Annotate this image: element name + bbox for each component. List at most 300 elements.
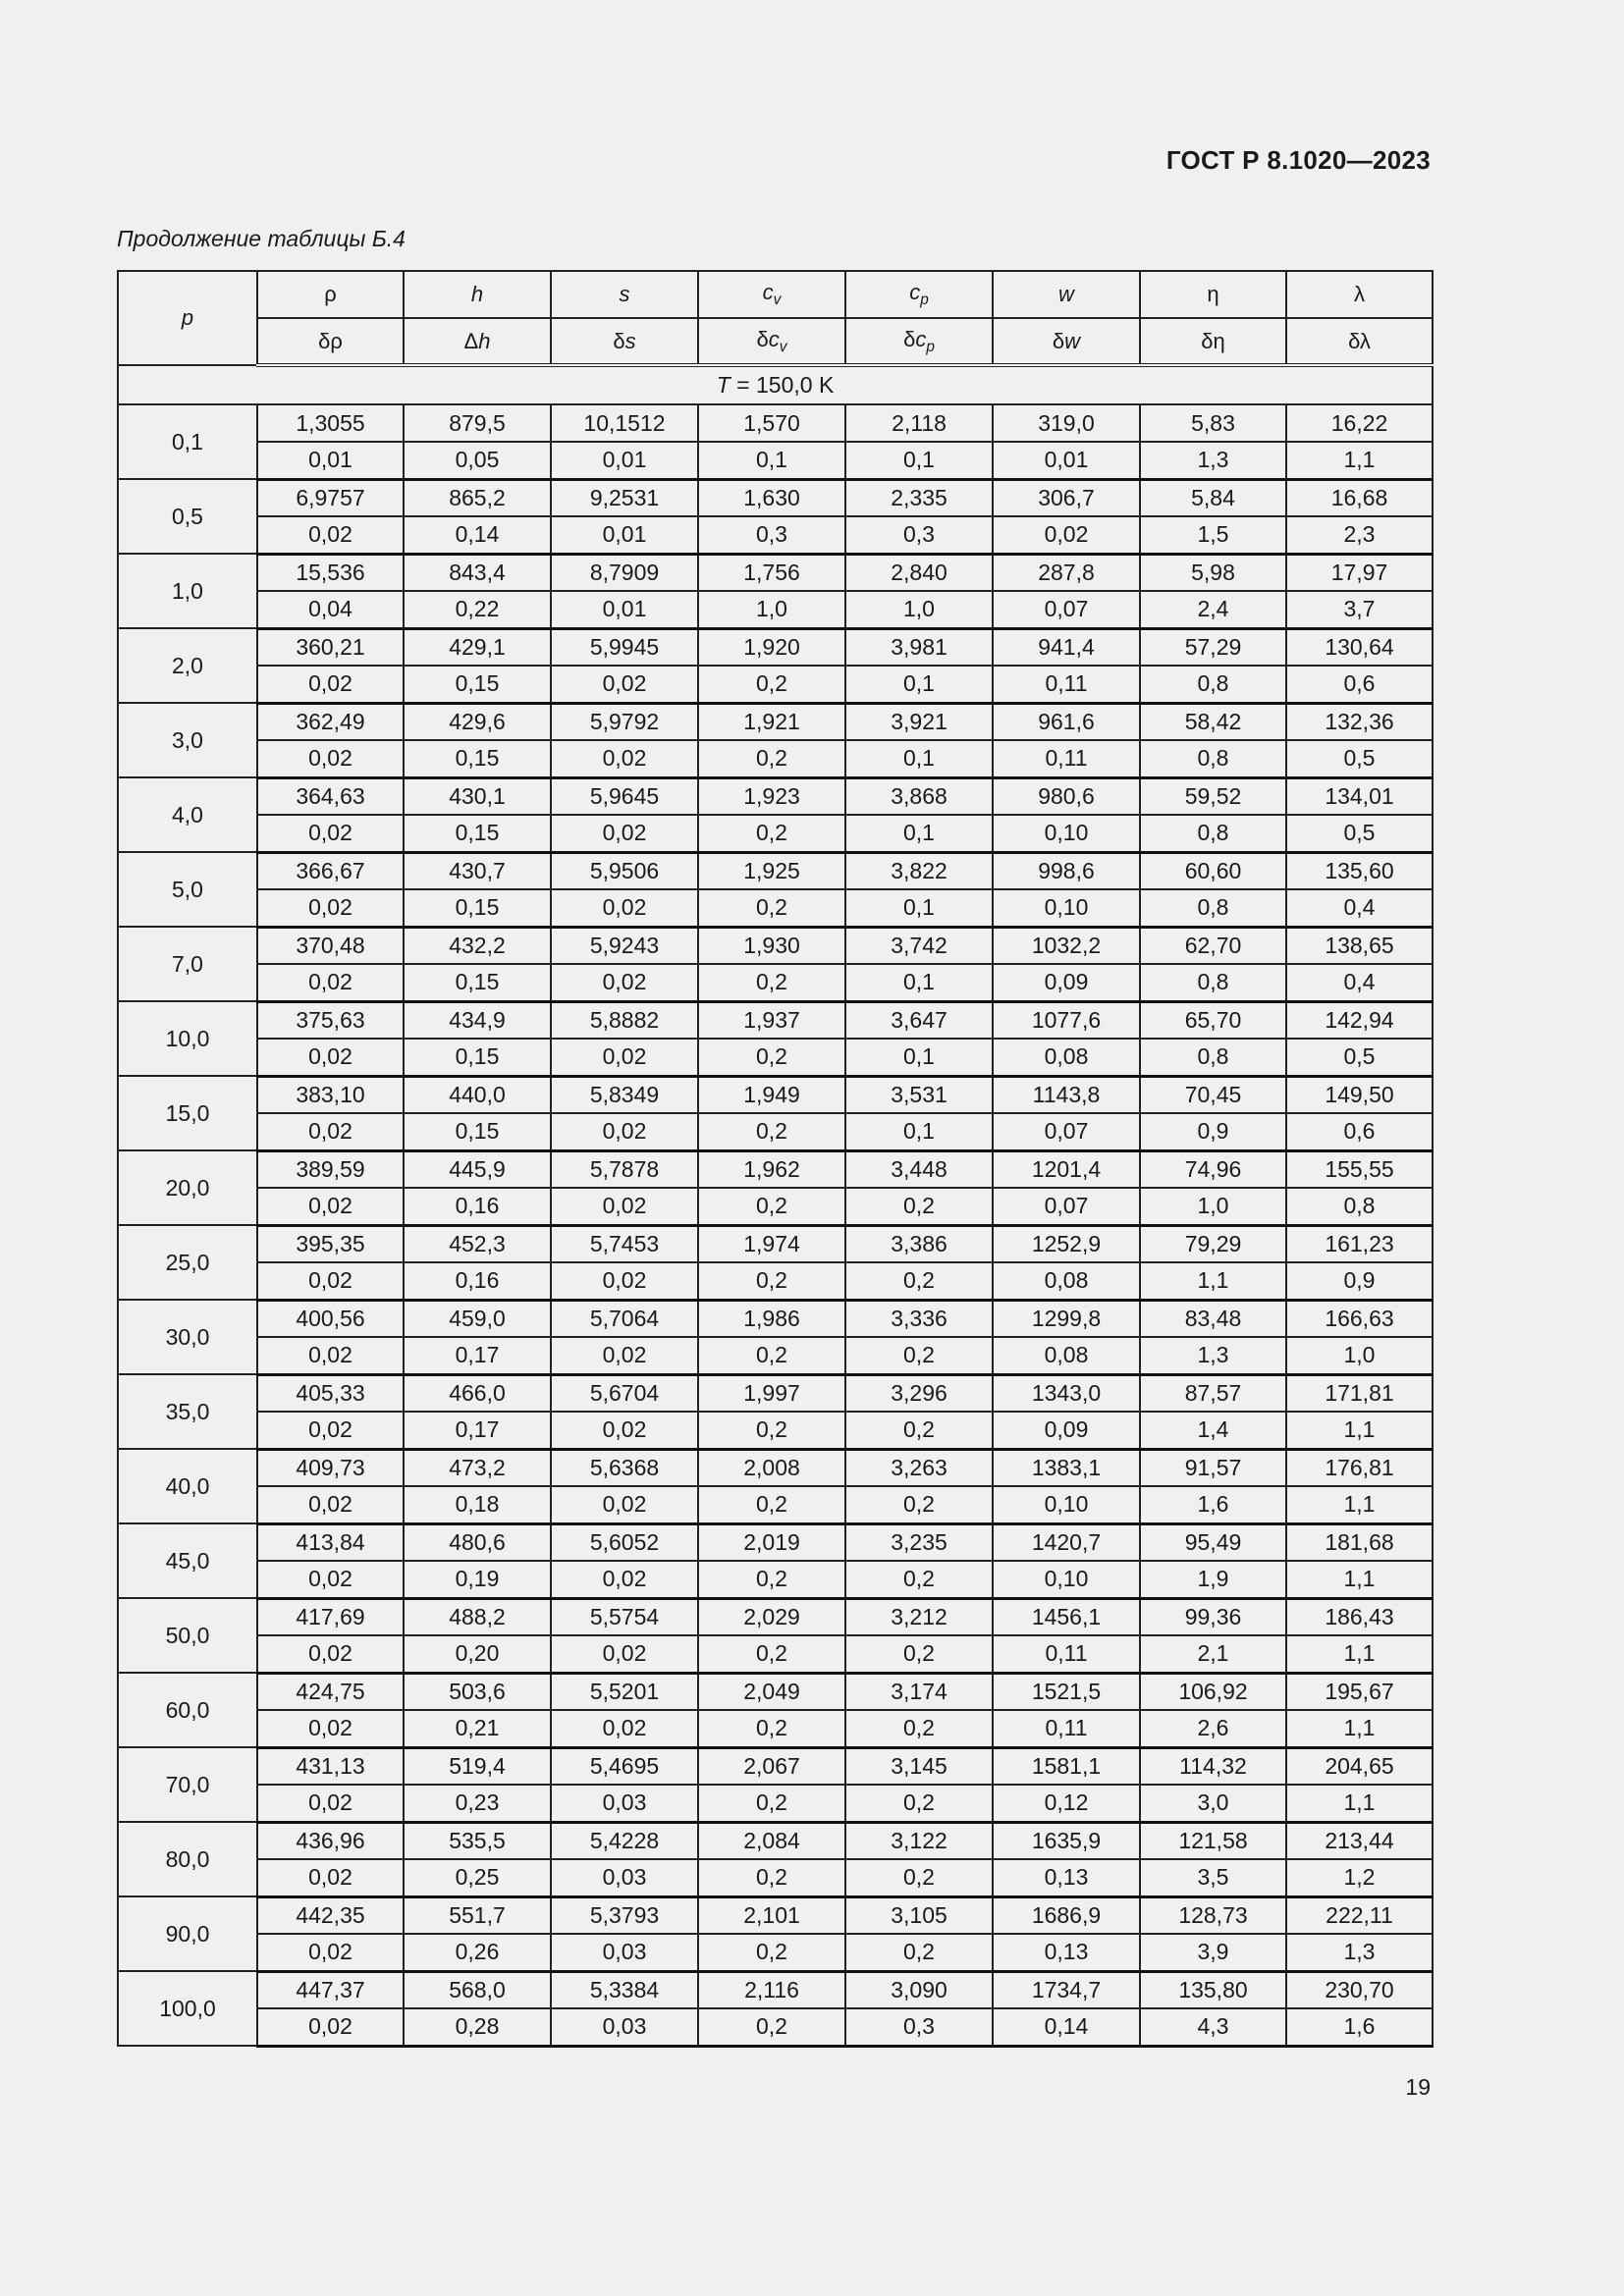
uncertainty-cell: 0,16 [404, 1188, 551, 1225]
uncertainty-cell: 0,02 [551, 666, 698, 703]
uncertainty-cell: 0,2 [845, 1710, 993, 1747]
table-row [118, 703, 1433, 740]
value-cell: 83,48 [1140, 1300, 1286, 1337]
value-cell: 57,29 [1140, 628, 1286, 666]
table-row [118, 1076, 1433, 1113]
uncertainty-cell: 0,2 [698, 1859, 845, 1896]
uncertainty-cell: 0,22 [404, 591, 551, 628]
value-cell: 74,96 [1140, 1150, 1286, 1188]
uncertainty-cell: 0,1 [845, 815, 993, 852]
value-cell: 1,3055 [257, 404, 404, 442]
uncertainty-cell: 0,13 [993, 1859, 1140, 1896]
uncertainty-cell: 0,01 [257, 442, 404, 479]
uncertainty-cell: 0,17 [404, 1337, 551, 1374]
uncertainty-cell: 0,07 [993, 1113, 1140, 1150]
uncertainty-cell: 0,05 [404, 442, 551, 479]
table-row [118, 1150, 1433, 1188]
column-header-s-text: s [619, 282, 630, 306]
uncertainty-cell: 1,0 [698, 591, 845, 628]
uncertainty-cell: 0,2 [698, 1635, 845, 1673]
uncertainty-cell: 0,4 [1286, 964, 1433, 1001]
uncertainty-cell: 0,2 [845, 1785, 993, 1822]
pressure-cell: 0,5 [118, 479, 257, 554]
column-header-delta-s: δs [551, 318, 698, 365]
uncertainty-cell: 1,3 [1140, 1337, 1286, 1374]
value-cell: 5,6052 [551, 1523, 698, 1561]
value-cell: 149,50 [1286, 1076, 1433, 1113]
value-cell: 430,7 [404, 852, 551, 889]
value-cell: 551,7 [404, 1896, 551, 1934]
pressure-cell: 0,1 [118, 404, 257, 479]
uncertainty-cell: 0,02 [257, 666, 404, 703]
value-cell: 405,33 [257, 1374, 404, 1412]
uncertainty-cell: 0,02 [551, 1561, 698, 1598]
uncertainty-row [118, 1635, 1433, 1673]
value-cell: 1734,7 [993, 1971, 1140, 2008]
uncertainty-cell: 0,03 [551, 1934, 698, 1971]
value-cell: 5,6368 [551, 1449, 698, 1486]
uncertainty-cell: 1,6 [1140, 1486, 1286, 1523]
uncertainty-cell: 0,1 [845, 666, 993, 703]
uncertainty-cell: 1,3 [1286, 1934, 1433, 1971]
uncertainty-cell: 0,8 [1140, 815, 1286, 852]
uncertainty-cell: 0,25 [404, 1859, 551, 1896]
uncertainty-cell: 3,5 [1140, 1859, 1286, 1896]
uncertainty-cell: 0,23 [404, 1785, 551, 1822]
uncertainty-cell: 0,2 [698, 889, 845, 927]
value-cell: 166,63 [1286, 1300, 1433, 1337]
uncertainty-cell: 0,2 [698, 1262, 845, 1300]
table-row [118, 479, 1433, 516]
value-cell: 17,97 [1286, 554, 1433, 591]
uncertainty-cell: 0,2 [698, 1337, 845, 1374]
uncertainty-cell: 0,8 [1140, 666, 1286, 703]
pressure-cell: 35,0 [118, 1374, 257, 1449]
value-cell: 431,13 [257, 1747, 404, 1785]
value-cell: 2,116 [698, 1971, 845, 2008]
uncertainty-cell: 0,11 [993, 1635, 1140, 1673]
uncertainty-cell: 0,2 [698, 1785, 845, 1822]
uncertainty-cell: 0,2 [698, 1188, 845, 1225]
pressure-cell: 60,0 [118, 1673, 257, 1747]
column-header-delta-cv: $\delta c_v$ [698, 318, 845, 365]
table-row [118, 628, 1433, 666]
uncertainty-cell: 0,19 [404, 1561, 551, 1598]
value-cell: 5,8882 [551, 1001, 698, 1039]
pressure-cell: 45,0 [118, 1523, 257, 1598]
pressure-cell: 100,0 [118, 1971, 257, 2046]
value-cell: 1,986 [698, 1300, 845, 1337]
uncertainty-cell: 0,12 [993, 1785, 1140, 1822]
document-id: ГОСТ Р 8.1020—2023 [1165, 145, 1431, 175]
value-cell: 466,0 [404, 1374, 551, 1412]
column-header-delta-rho: δρ [257, 318, 404, 365]
value-cell: 1252,9 [993, 1225, 1140, 1262]
value-cell: 79,29 [1140, 1225, 1286, 1262]
uncertainty-cell: 0,2 [698, 1934, 845, 1971]
uncertainty-row [118, 1859, 1433, 1896]
uncertainty-cell: 3,7 [1286, 591, 1433, 628]
column-header-h [404, 271, 551, 318]
value-cell: 3,868 [845, 777, 993, 815]
uncertainty-cell: 0,4 [1286, 889, 1433, 927]
value-cell: 186,43 [1286, 1598, 1433, 1635]
value-cell: 65,70 [1140, 1001, 1286, 1039]
table-row [118, 1971, 1433, 2008]
uncertainty-cell: 1,0 [845, 591, 993, 628]
uncertainty-cell: 0,10 [993, 889, 1140, 927]
uncertainty-cell: 0,02 [257, 1039, 404, 1076]
uncertainty-cell: 0,03 [551, 1785, 698, 1822]
pressure-cell: 40,0 [118, 1449, 257, 1523]
uncertainty-cell: 0,02 [257, 1113, 404, 1150]
value-cell: 5,9645 [551, 777, 698, 815]
value-cell: 230,70 [1286, 1971, 1433, 2008]
value-cell: 432,2 [404, 927, 551, 964]
header-row-uncertainty [118, 318, 1433, 365]
uncertainty-cell: 0,15 [404, 666, 551, 703]
value-cell: 3,122 [845, 1822, 993, 1859]
uncertainty-cell: 0,02 [551, 1113, 698, 1150]
uncertainty-cell: 1,0 [1286, 1337, 1433, 1374]
value-cell: 319,0 [993, 404, 1140, 442]
value-cell: 134,01 [1286, 777, 1433, 815]
uncertainty-cell: 0,2 [698, 815, 845, 852]
pressure-cell: 50,0 [118, 1598, 257, 1673]
value-cell: 843,4 [404, 554, 551, 591]
uncertainty-cell: 0,01 [551, 516, 698, 554]
uncertainty-cell: 0,02 [257, 889, 404, 927]
pressure-cell: 25,0 [118, 1225, 257, 1300]
value-cell: 91,57 [1140, 1449, 1286, 1486]
table-row [118, 1374, 1433, 1412]
uncertainty-cell: 0,11 [993, 1710, 1140, 1747]
value-cell: 3,981 [845, 628, 993, 666]
uncertainty-cell: 0,2 [698, 1039, 845, 1076]
uncertainty-cell: 0,02 [551, 1188, 698, 1225]
value-cell: 5,9506 [551, 852, 698, 889]
uncertainty-cell: 0,02 [257, 964, 404, 1001]
value-cell: 980,6 [993, 777, 1140, 815]
value-cell: 865,2 [404, 479, 551, 516]
table-caption: Продолжение таблицы Б.4 [117, 226, 406, 251]
uncertainty-cell: 0,2 [698, 1710, 845, 1747]
uncertainty-cell: 0,1 [698, 442, 845, 479]
value-cell: 473,2 [404, 1449, 551, 1486]
pressure-cell: 1,0 [118, 554, 257, 628]
value-cell: 1,630 [698, 479, 845, 516]
uncertainty-cell: 1,2 [1286, 1859, 1433, 1896]
uncertainty-cell: 0,02 [993, 516, 1140, 554]
value-cell: 2,049 [698, 1673, 845, 1710]
uncertainty-cell: 0,2 [698, 666, 845, 703]
value-cell: 5,5201 [551, 1673, 698, 1710]
uncertainty-row [118, 1188, 1433, 1225]
uncertainty-cell: 0,02 [257, 516, 404, 554]
value-cell: 5,3793 [551, 1896, 698, 1934]
uncertainty-cell: 0,02 [551, 1412, 698, 1449]
value-cell: 568,0 [404, 1971, 551, 2008]
uncertainty-row [118, 1561, 1433, 1598]
value-cell: 5,9792 [551, 703, 698, 740]
table-row [118, 927, 1433, 964]
value-cell: 360,21 [257, 628, 404, 666]
value-cell: 3,145 [845, 1747, 993, 1785]
table-row [118, 777, 1433, 815]
value-cell: 400,56 [257, 1300, 404, 1337]
value-cell: 3,336 [845, 1300, 993, 1337]
uncertainty-cell: 0,2 [845, 1859, 993, 1896]
value-cell: 9,2531 [551, 479, 698, 516]
uncertainty-row [118, 442, 1433, 479]
pressure-cell: 7,0 [118, 927, 257, 1001]
uncertainty-cell: 1,1 [1286, 1710, 1433, 1747]
uncertainty-cell: 0,01 [551, 442, 698, 479]
table-row [118, 404, 1433, 442]
value-cell: 362,49 [257, 703, 404, 740]
value-cell: 58,42 [1140, 703, 1286, 740]
value-cell: 417,69 [257, 1598, 404, 1635]
uncertainty-cell: 0,11 [993, 740, 1140, 777]
uncertainty-cell: 0,02 [257, 2008, 404, 2046]
value-cell: 70,45 [1140, 1076, 1286, 1113]
column-header-delta-h: Δh [404, 318, 551, 365]
uncertainty-cell: 0,18 [404, 1486, 551, 1523]
uncertainty-cell: 0,2 [698, 1561, 845, 1598]
value-cell: 1581,1 [993, 1747, 1140, 1785]
uncertainty-cell: 0,21 [404, 1710, 551, 1747]
uncertainty-row [118, 1113, 1433, 1150]
column-header-rho: ρ [257, 271, 404, 318]
uncertainty-cell: 0,9 [1286, 1262, 1433, 1300]
table-row [118, 1001, 1433, 1039]
value-cell: 3,174 [845, 1673, 993, 1710]
value-cell: 375,63 [257, 1001, 404, 1039]
pressure-cell: 4,0 [118, 777, 257, 852]
value-cell: 142,94 [1286, 1001, 1433, 1039]
value-cell: 1032,2 [993, 927, 1140, 964]
value-cell: 306,7 [993, 479, 1140, 516]
pressure-cell: 90,0 [118, 1896, 257, 1971]
value-cell: 132,36 [1286, 703, 1433, 740]
uncertainty-cell: 1,9 [1140, 1561, 1286, 1598]
table-row [118, 1822, 1433, 1859]
uncertainty-cell: 0,02 [257, 1635, 404, 1673]
uncertainty-cell: 0,26 [404, 1934, 551, 1971]
value-cell: 16,22 [1286, 404, 1433, 442]
uncertainty-cell: 0,02 [257, 1262, 404, 1300]
uncertainty-cell: 0,2 [845, 1337, 993, 1374]
column-header-cp: $c_p$ [845, 271, 993, 318]
uncertainty-cell: 0,02 [257, 1710, 404, 1747]
value-cell: 1,949 [698, 1076, 845, 1113]
uncertainty-cell: 0,6 [1286, 1113, 1433, 1150]
value-cell: 5,5754 [551, 1598, 698, 1635]
value-cell: 395,35 [257, 1225, 404, 1262]
uncertainty-cell: 0,11 [993, 666, 1140, 703]
value-cell: 5,7878 [551, 1150, 698, 1188]
value-cell: 2,008 [698, 1449, 845, 1486]
value-cell: 59,52 [1140, 777, 1286, 815]
uncertainty-cell: 0,02 [257, 1785, 404, 1822]
temperature-label: T = 150,0 K [118, 365, 1433, 404]
table-row [118, 1225, 1433, 1262]
column-header-s [551, 271, 698, 318]
pressure-cell: 3,0 [118, 703, 257, 777]
uncertainty-cell: 0,2 [845, 1262, 993, 1300]
uncertainty-row [118, 1337, 1433, 1374]
uncertainty-row [118, 964, 1433, 1001]
uncertainty-cell: 0,08 [993, 1262, 1140, 1300]
uncertainty-cell: 0,1 [845, 740, 993, 777]
value-cell: 413,84 [257, 1523, 404, 1561]
value-cell: 5,4695 [551, 1747, 698, 1785]
uncertainty-cell: 0,28 [404, 2008, 551, 2046]
uncertainty-cell: 0,3 [845, 516, 993, 554]
uncertainty-cell: 0,02 [551, 1262, 698, 1300]
uncertainty-cell: 0,1 [845, 442, 993, 479]
header-row-main [118, 271, 1433, 318]
uncertainty-cell: 0,04 [257, 591, 404, 628]
uncertainty-cell: 0,09 [993, 964, 1140, 1001]
value-cell: 535,5 [404, 1822, 551, 1859]
column-header-p: p [118, 271, 257, 365]
uncertainty-cell: 0,07 [993, 1188, 1140, 1225]
value-cell: 5,8349 [551, 1076, 698, 1113]
uncertainty-cell: 0,6 [1286, 666, 1433, 703]
value-cell: 429,6 [404, 703, 551, 740]
uncertainty-cell: 0,03 [551, 2008, 698, 2046]
uncertainty-row [118, 2008, 1433, 2046]
uncertainty-cell: 0,2 [698, 964, 845, 1001]
value-cell: 2,118 [845, 404, 993, 442]
column-header-delta-cp: $\delta c_p$ [845, 318, 993, 365]
uncertainty-row [118, 516, 1433, 554]
uncertainty-cell: 0,3 [845, 2008, 993, 2046]
uncertainty-cell: 0,2 [698, 2008, 845, 2046]
uncertainty-cell: 1,0 [1140, 1188, 1286, 1225]
column-header-delta-lambda: δλ [1286, 318, 1433, 365]
uncertainty-cell: 1,1 [1286, 442, 1433, 479]
value-cell: 2,084 [698, 1822, 845, 1859]
table-row [118, 554, 1433, 591]
value-cell: 2,019 [698, 1523, 845, 1561]
value-cell: 447,37 [257, 1971, 404, 2008]
value-cell: 1,920 [698, 628, 845, 666]
uncertainty-cell: 0,8 [1140, 964, 1286, 1001]
value-cell: 95,49 [1140, 1523, 1286, 1561]
value-cell: 2,067 [698, 1747, 845, 1785]
uncertainty-cell: 1,1 [1140, 1262, 1286, 1300]
uncertainty-cell: 0,01 [551, 591, 698, 628]
pressure-cell: 80,0 [118, 1822, 257, 1896]
value-cell: 121,58 [1140, 1822, 1286, 1859]
value-cell: 445,9 [404, 1150, 551, 1188]
uncertainty-cell: 0,8 [1140, 740, 1286, 777]
value-cell: 383,10 [257, 1076, 404, 1113]
value-cell: 5,3384 [551, 1971, 698, 2008]
uncertainty-cell: 0,2 [845, 1635, 993, 1673]
value-cell: 429,1 [404, 628, 551, 666]
uncertainty-cell: 0,2 [845, 1934, 993, 1971]
column-header-h-text: h [470, 282, 484, 306]
uncertainty-row [118, 591, 1433, 628]
value-cell: 480,6 [404, 1523, 551, 1561]
uncertainty-cell: 0,2 [698, 1113, 845, 1150]
uncertainty-cell: 1,5 [1140, 516, 1286, 554]
column-header-w [993, 271, 1140, 318]
uncertainty-cell: 0,10 [993, 1486, 1140, 1523]
uncertainty-cell: 0,08 [993, 1039, 1140, 1076]
table-row [118, 1300, 1433, 1337]
uncertainty-cell: 2,4 [1140, 591, 1286, 628]
column-header-eta: η [1140, 271, 1286, 318]
uncertainty-cell: 0,17 [404, 1412, 551, 1449]
value-cell: 1343,0 [993, 1374, 1140, 1412]
uncertainty-row [118, 1486, 1433, 1523]
pressure-cell: 15,0 [118, 1076, 257, 1150]
pressure-cell: 2,0 [118, 628, 257, 703]
value-cell: 3,531 [845, 1076, 993, 1113]
pressure-cell: 20,0 [118, 1150, 257, 1225]
uncertainty-cell: 0,02 [551, 1710, 698, 1747]
uncertainty-cell: 2,6 [1140, 1710, 1286, 1747]
value-cell: 389,59 [257, 1150, 404, 1188]
pressure-cell: 30,0 [118, 1300, 257, 1374]
value-cell: 16,68 [1286, 479, 1433, 516]
value-cell: 1,962 [698, 1150, 845, 1188]
value-cell: 3,090 [845, 1971, 993, 2008]
uncertainty-row [118, 1710, 1433, 1747]
value-cell: 3,647 [845, 1001, 993, 1039]
uncertainty-cell: 0,2 [845, 1561, 993, 1598]
value-cell: 1201,4 [993, 1150, 1140, 1188]
uncertainty-cell: 1,4 [1140, 1412, 1286, 1449]
uncertainty-row [118, 666, 1433, 703]
uncertainty-cell: 0,08 [993, 1337, 1140, 1374]
value-cell: 3,235 [845, 1523, 993, 1561]
uncertainty-cell: 0,02 [257, 1412, 404, 1449]
uncertainty-cell: 0,02 [257, 740, 404, 777]
uncertainty-cell: 0,02 [551, 740, 698, 777]
value-cell: 1,756 [698, 554, 845, 591]
value-cell: 1420,7 [993, 1523, 1140, 1561]
table-row [118, 1523, 1433, 1561]
uncertainty-cell: 3,0 [1140, 1785, 1286, 1822]
uncertainty-cell: 0,02 [257, 815, 404, 852]
value-cell: 176,81 [1286, 1449, 1433, 1486]
uncertainty-cell: 0,2 [845, 1412, 993, 1449]
uncertainty-cell: 0,02 [257, 1486, 404, 1523]
property-table [117, 270, 1434, 2048]
value-cell: 436,96 [257, 1822, 404, 1859]
value-cell: 1456,1 [993, 1598, 1140, 1635]
uncertainty-cell: 0,5 [1286, 740, 1433, 777]
value-cell: 106,92 [1140, 1673, 1286, 1710]
value-cell: 3,448 [845, 1150, 993, 1188]
uncertainty-cell: 0,1 [845, 964, 993, 1001]
uncertainty-cell: 0,2 [698, 1486, 845, 1523]
value-cell: 1077,6 [993, 1001, 1140, 1039]
column-header-cv: $c_v$ [698, 271, 845, 318]
value-cell: 287,8 [993, 554, 1140, 591]
uncertainty-cell: 0,02 [551, 815, 698, 852]
uncertainty-cell: 0,2 [845, 1486, 993, 1523]
uncertainty-cell: 0,02 [257, 1934, 404, 1971]
table-row [118, 1449, 1433, 1486]
uncertainty-cell: 1,3 [1140, 442, 1286, 479]
value-cell: 60,60 [1140, 852, 1286, 889]
